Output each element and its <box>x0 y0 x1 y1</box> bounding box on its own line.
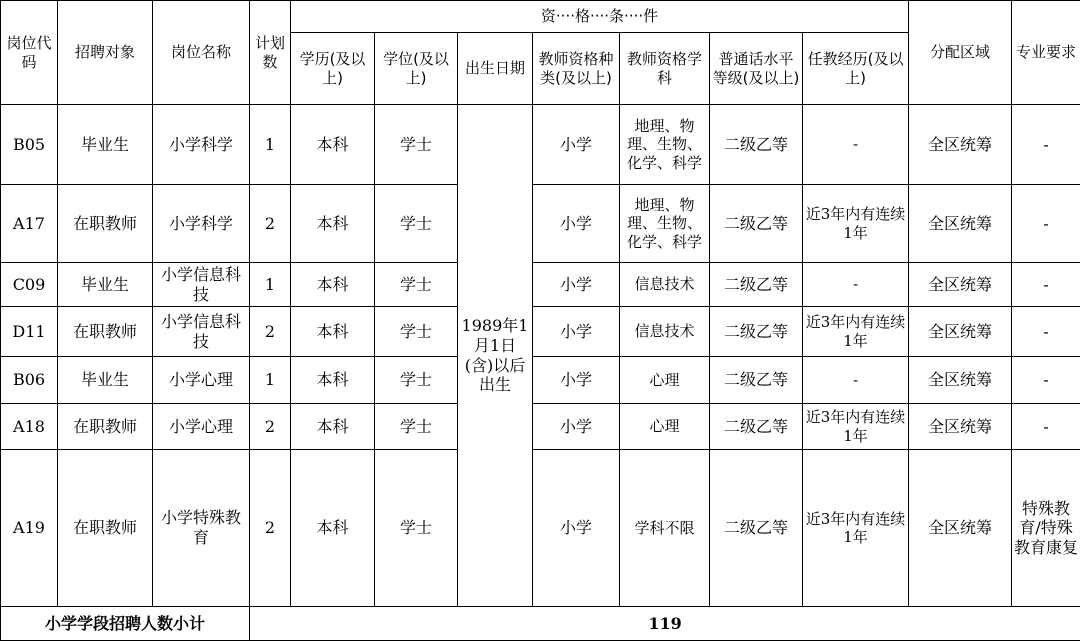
cell-education: 本科 <box>291 185 375 263</box>
cell-position: 小学信息科技 <box>153 263 250 307</box>
cell-education: 本科 <box>291 357 375 404</box>
cell-cert-subject: 学科不限 <box>620 450 710 607</box>
header-area: 分配区域 <box>909 1 1012 105</box>
cell-degree: 学士 <box>375 263 458 307</box>
header-code: 岗位代码 <box>1 1 58 105</box>
cell-major: - <box>1012 263 1080 307</box>
cell-education: 本科 <box>291 263 375 307</box>
cell-experience: - <box>803 105 909 185</box>
cell-cert-subject: 心理 <box>620 404 710 450</box>
cell-major: - <box>1012 404 1080 450</box>
cell-experience: 近3年内有连续1年 <box>803 307 909 357</box>
cell-plan: 2 <box>250 450 291 607</box>
cell-target: 在职教师 <box>58 185 153 263</box>
cell-target: 在职教师 <box>58 450 153 607</box>
header-plan: 计划数 <box>250 1 291 105</box>
cell-cert-subject: 心理 <box>620 357 710 404</box>
cell-mandarin: 二级乙等 <box>710 450 803 607</box>
cell-experience: 近3年内有连续1年 <box>803 450 909 607</box>
cell-cert-type: 小学 <box>533 105 620 185</box>
cell-target: 在职教师 <box>58 307 153 357</box>
header-target: 招聘对象 <box>58 1 153 105</box>
cell-education: 本科 <box>291 450 375 607</box>
summary-label: 小学学段招聘人数小计 <box>1 607 250 641</box>
cell-code: A18 <box>1 404 58 450</box>
cell-cert-type: 小学 <box>533 307 620 357</box>
header-degree: 学位(及以上) <box>375 33 458 105</box>
cell-degree: 学士 <box>375 450 458 607</box>
cell-major: - <box>1012 357 1080 404</box>
cell-target: 毕业生 <box>58 263 153 307</box>
cell-major: 特殊教育/特殊教育康复 <box>1012 450 1080 607</box>
cell-code: A17 <box>1 185 58 263</box>
cell-mandarin: 二级乙等 <box>710 357 803 404</box>
cell-major: - <box>1012 307 1080 357</box>
cell-mandarin: 二级乙等 <box>710 404 803 450</box>
cell-degree: 学士 <box>375 105 458 185</box>
header-cert-subject: 教师资格学科 <box>620 33 710 105</box>
table-row <box>1 185 1080 263</box>
cell-plan: 2 <box>250 404 291 450</box>
cell-position: 小学特殊教育 <box>153 450 250 607</box>
cell-position: 小学科学 <box>153 185 250 263</box>
header-position: 岗位名称 <box>153 1 250 105</box>
cell-degree: 学士 <box>375 357 458 404</box>
header-experience: 任教经历(及以上) <box>803 33 909 105</box>
header-birth: 出生日期 <box>458 33 533 105</box>
cell-cert-type: 小学 <box>533 404 620 450</box>
cell-mandarin: 二级乙等 <box>710 185 803 263</box>
cell-cert-type: 小学 <box>533 263 620 307</box>
cell-position: 小学科学 <box>153 105 250 185</box>
header-cert-type: 教师资格种类(及以上) <box>533 33 620 105</box>
cell-plan: 2 <box>250 307 291 357</box>
cell-plan: 1 <box>250 263 291 307</box>
cell-birth-shared: 1989年1月1日(含)以后出生 <box>458 105 533 607</box>
cell-plan: 2 <box>250 185 291 263</box>
cell-mandarin: 二级乙等 <box>710 105 803 185</box>
cell-experience: 近3年内有连续1年 <box>803 185 909 263</box>
cell-position: 小学信息科技 <box>153 307 250 357</box>
cell-degree: 学士 <box>375 185 458 263</box>
table-row <box>1 357 1080 404</box>
cell-education: 本科 <box>291 307 375 357</box>
cell-cert-type: 小学 <box>533 185 620 263</box>
cell-code: C09 <box>1 263 58 307</box>
summary-value: 119 <box>250 607 1080 641</box>
cell-education: 本科 <box>291 105 375 185</box>
header-major: 专业要求 <box>1012 1 1080 105</box>
table-row <box>1 307 1080 357</box>
cell-code: A19 <box>1 450 58 607</box>
summary-row <box>1 607 1080 641</box>
cell-cert-subject: 信息技术 <box>620 263 710 307</box>
cell-area: 全区统筹 <box>909 307 1012 357</box>
cell-degree: 学士 <box>375 404 458 450</box>
cell-plan: 1 <box>250 357 291 404</box>
cell-mandarin: 二级乙等 <box>710 263 803 307</box>
cell-area: 全区统筹 <box>909 357 1012 404</box>
cell-target: 毕业生 <box>58 105 153 185</box>
cell-plan: 1 <box>250 105 291 185</box>
cell-education: 本科 <box>291 404 375 450</box>
cell-experience: - <box>803 357 909 404</box>
header-qualification: 资····格····条····件 <box>291 1 909 33</box>
cell-degree: 学士 <box>375 307 458 357</box>
cell-area: 全区统筹 <box>909 450 1012 607</box>
cell-area: 全区统筹 <box>909 185 1012 263</box>
cell-cert-type: 小学 <box>533 357 620 404</box>
cell-major: - <box>1012 105 1080 185</box>
cell-major: - <box>1012 185 1080 263</box>
cell-experience: 近3年内有连续1年 <box>803 404 909 450</box>
cell-area: 全区统筹 <box>909 105 1012 185</box>
cell-position: 小学心理 <box>153 404 250 450</box>
cell-cert-subject: 信息技术 <box>620 307 710 357</box>
cell-position: 小学心理 <box>153 357 250 404</box>
header-education: 学历(及以上) <box>291 33 375 105</box>
cell-code: B06 <box>1 357 58 404</box>
cell-target: 毕业生 <box>58 357 153 404</box>
table-row <box>1 404 1080 450</box>
table-row <box>1 450 1080 607</box>
cell-cert-type: 小学 <box>533 450 620 607</box>
cell-mandarin: 二级乙等 <box>710 307 803 357</box>
cell-area: 全区统筹 <box>909 263 1012 307</box>
cell-cert-subject: 地理、物理、生物、化学、科学 <box>620 105 710 185</box>
header-mandarin: 普通话水平等级(及以上) <box>710 33 803 105</box>
cell-cert-subject: 地理、物理、生物、化学、科学 <box>620 185 710 263</box>
table-row <box>1 263 1080 307</box>
cell-code: D11 <box>1 307 58 357</box>
cell-experience: - <box>803 263 909 307</box>
table-row <box>1 105 1080 185</box>
cell-target: 在职教师 <box>58 404 153 450</box>
cell-area: 全区统筹 <box>909 404 1012 450</box>
cell-code: B05 <box>1 105 58 185</box>
